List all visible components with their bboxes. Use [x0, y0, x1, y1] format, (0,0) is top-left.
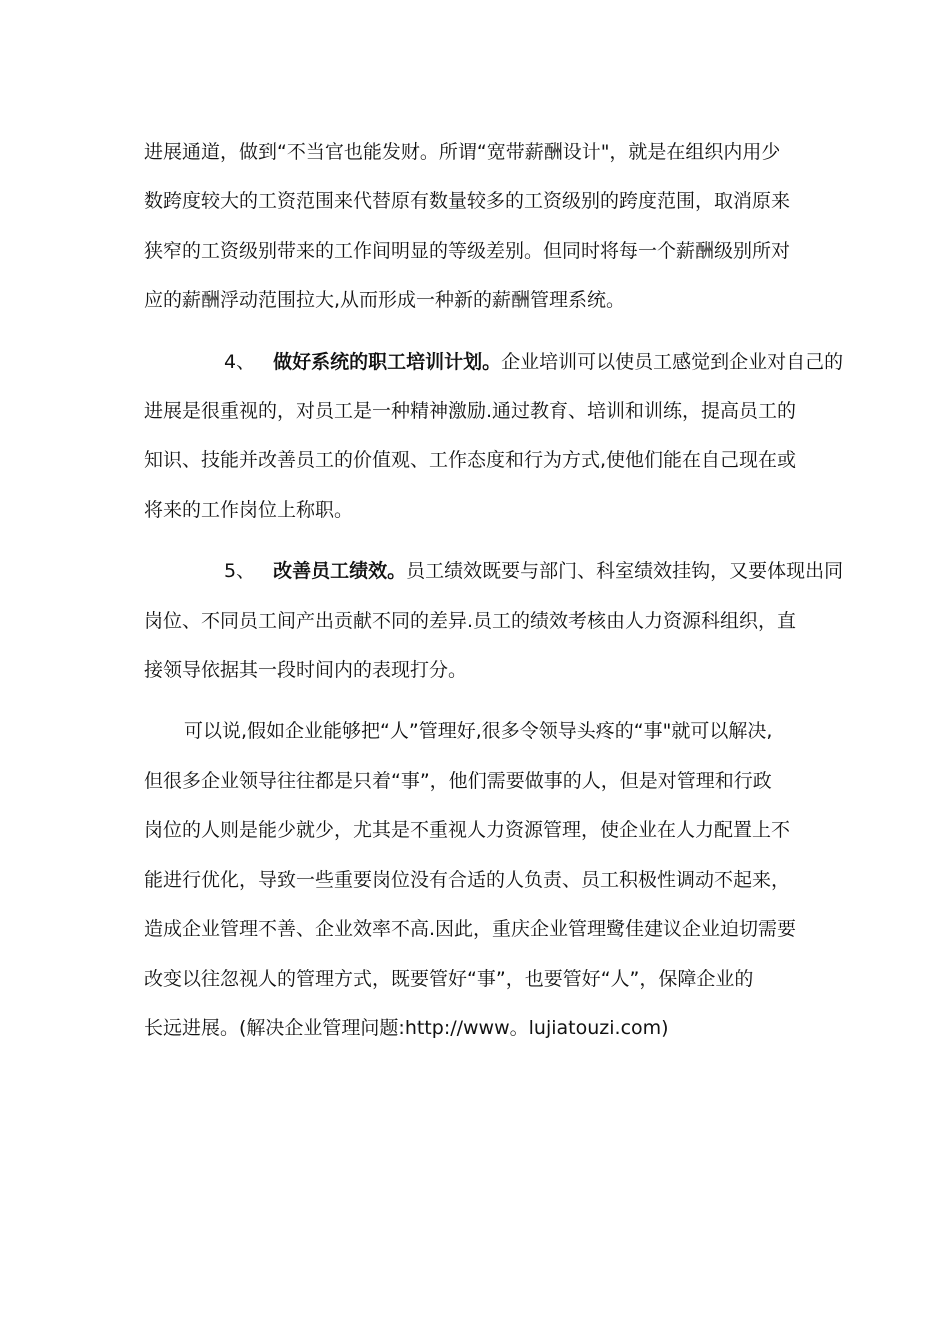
text-line: 但很多企业领导往往都是只着“事”，他们需要做事的人，但是对管理和行政 — [144, 769, 772, 792]
text-line: 进展是很重视的，对员工是一种精神激励.通过教育、培训和训练，提高员工的 — [144, 400, 797, 423]
text-line: 岗位的人则是能少就少，尤其是不重视人力资源管理，使企业在人力配置上不 — [144, 819, 791, 842]
item-heading: 做好系统的职工培训计划。 — [273, 350, 502, 373]
text-line: 造成企业管理不善、企业效率不高.因此，重庆企业管理鹭佳建议企业迫切需要 — [144, 918, 797, 941]
paragraph-performance — [144, 547, 844, 695]
text-line: 狭窄的工资级别带来的工作间明显的等级差别。但同时将每一个薪酬级别所对 — [144, 239, 791, 262]
text-line: 长远进展。(解决企业管理问题:http://www。lujiatouzi.com) — [144, 1016, 669, 1039]
paragraph-compensation — [144, 128, 808, 326]
document-page — [144, 128, 844, 1065]
text-line: 改变以往忽视人的管理方式，既要管好“事”，也要管好“人”，保障企业的 — [144, 967, 754, 990]
text-line — [144, 547, 844, 596]
text-line: 能进行优化，导致一些重要岗位没有合适的人负责、员工积极性调动不起来， — [144, 868, 791, 891]
text-line: 接领导依据其一段时间内的表现打分。 — [144, 659, 468, 682]
text-line: 岗位、不同员工间产出贡献不同的差异.员工的绩效考核由人力资源科组织，直 — [144, 609, 797, 632]
text-line: 应的薪酬浮动范围拉大,从而形成一种新的薪酬管理系统。 — [144, 289, 626, 312]
text-line: 知识、技能并改善员工的价值观、工作态度和行为方式,使他们能在自己现在或 — [144, 449, 797, 472]
paragraph-conclusion — [144, 707, 808, 1053]
item-text: 员工绩效既要与部门、科室绩效挂钩，又要体现出同 — [406, 560, 844, 583]
text-line — [144, 338, 844, 387]
paragraph-training — [144, 338, 844, 536]
item-heading: 改善员工绩效。 — [273, 560, 407, 583]
text-line: 进展通道，做到“不当官也能发财。所谓“宽带薪酬设计"，就是在组织内用少 — [144, 141, 781, 163]
item-number: 4、 — [224, 350, 256, 373]
text-line: 数跨度较大的工资范围来代替原有数量较多的工资级别的跨度范围，取消原来 — [144, 190, 791, 213]
text-line: 可以说,假如企业能够把“人”管理好,很多令领导头疼的“事"就可以解决, — [184, 720, 773, 743]
text-line: 将来的工作岗位上称职。 — [144, 498, 354, 521]
item-number: 5、 — [224, 560, 256, 583]
item-text: 企业培训可以使员工感觉到企业对自己的 — [501, 350, 844, 373]
